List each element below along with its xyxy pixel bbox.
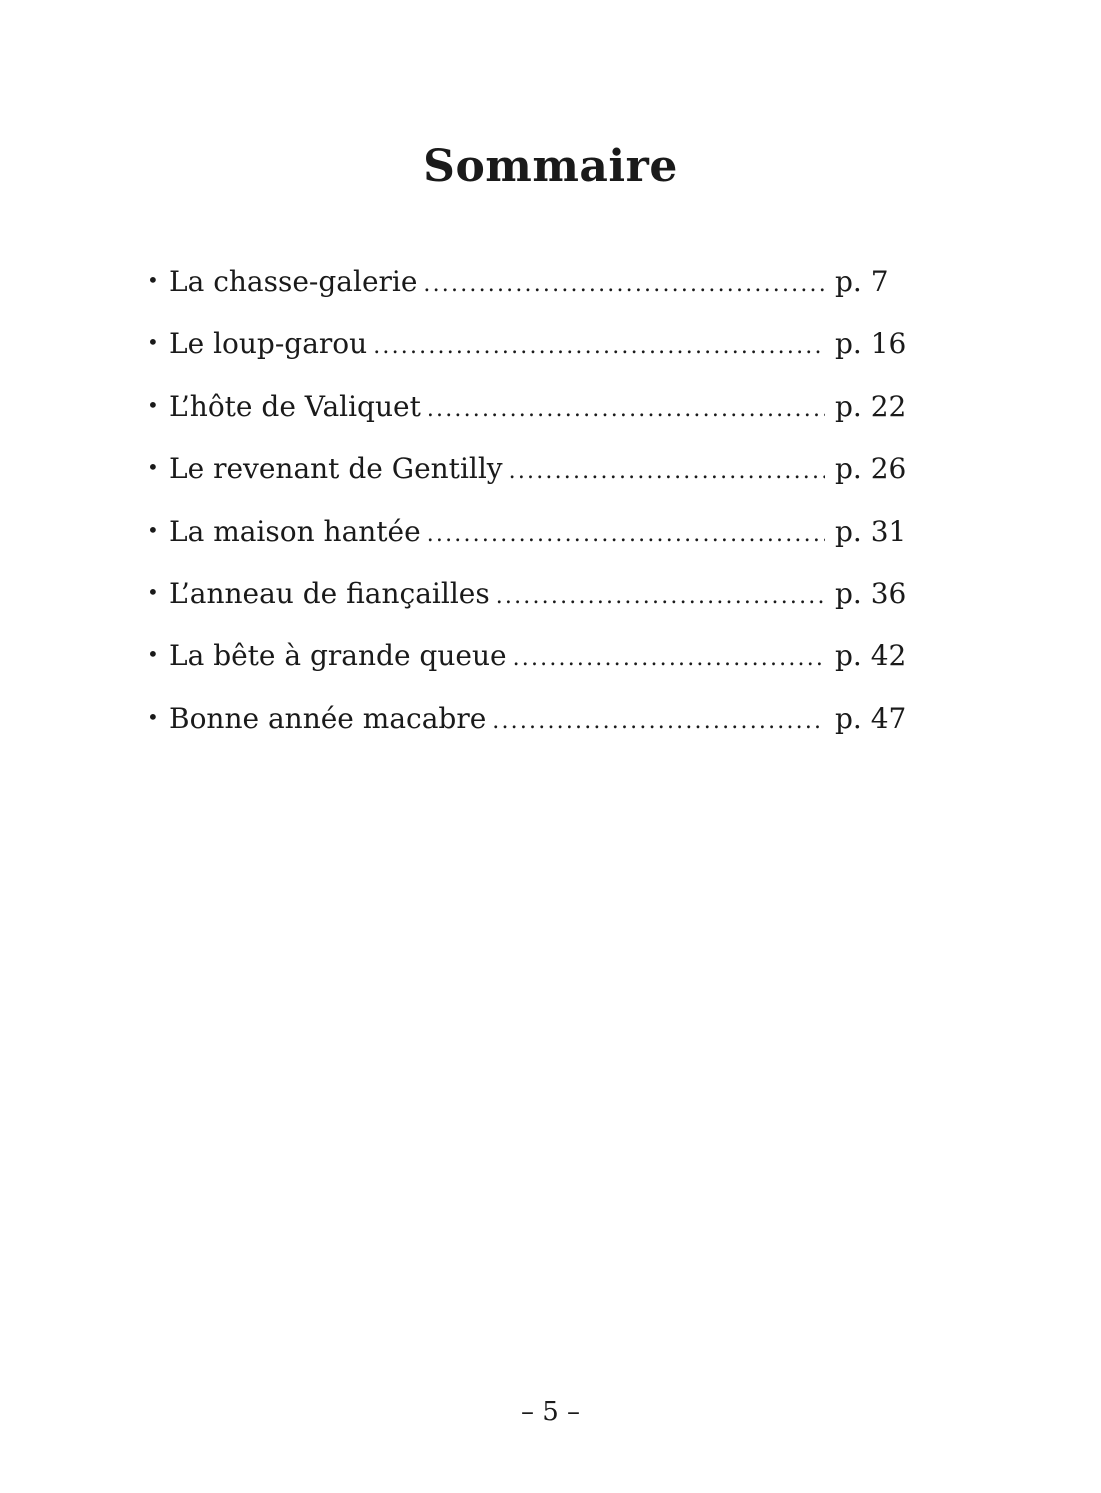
toc-entry-page: p. 7 [835,265,889,298]
dot-leader [373,321,825,373]
dot-leader [427,509,825,561]
toc-entry-page: p. 22 [835,389,907,423]
bullet-icon: • [147,330,159,355]
dot-leader [513,633,825,685]
toc-entry-page: p. 31 [835,514,907,548]
toc-entry-page: p. 16 [835,327,907,361]
toc-entry-title: La chasse-galerie [169,265,418,298]
toc-entry [147,630,915,692]
bullet-icon: • [147,704,159,729]
toc-entry-title: Le revenant de Gentilly [169,452,503,486]
dot-leader [492,696,825,748]
toc-entry-page: p. 26 [835,452,907,486]
toc-entry-title: La maison hantée [169,514,421,548]
toc-entry-page: p. 36 [835,576,907,610]
toc-entry-title: L’hôte de Valiquet [169,389,421,423]
toc-entry-title: L’anneau de fiançailles [169,576,490,610]
bullet-icon: • [147,517,159,542]
toc-entry [147,568,915,630]
page-number: – 5 – [520,1397,581,1427]
toc-entry [147,318,915,380]
bullet-icon: • [147,579,159,604]
toc-entry-page: p. 47 [835,701,907,735]
toc-entry-title: Le loup-garou [169,327,368,361]
toc-entry [147,506,915,568]
table-of-contents [147,256,915,755]
toc-entry-page: p. 42 [835,639,907,673]
toc-entry [147,381,915,443]
toc-entry [147,256,915,318]
dot-leader [427,384,825,436]
dot-leader [496,571,825,623]
bullet-icon: • [147,642,159,667]
toc-entry-title: Bonne année macabre [169,701,487,735]
bullet-icon: • [147,455,159,480]
dot-leader [423,259,825,311]
toc-entry [147,693,915,755]
toc-entry [147,443,915,505]
toc-entry-title: La bête à grande queue [169,639,507,673]
bullet-icon: • [147,268,159,292]
page-title: Sommaire [423,141,678,193]
bullet-icon: • [147,392,159,417]
dot-leader [509,446,825,498]
